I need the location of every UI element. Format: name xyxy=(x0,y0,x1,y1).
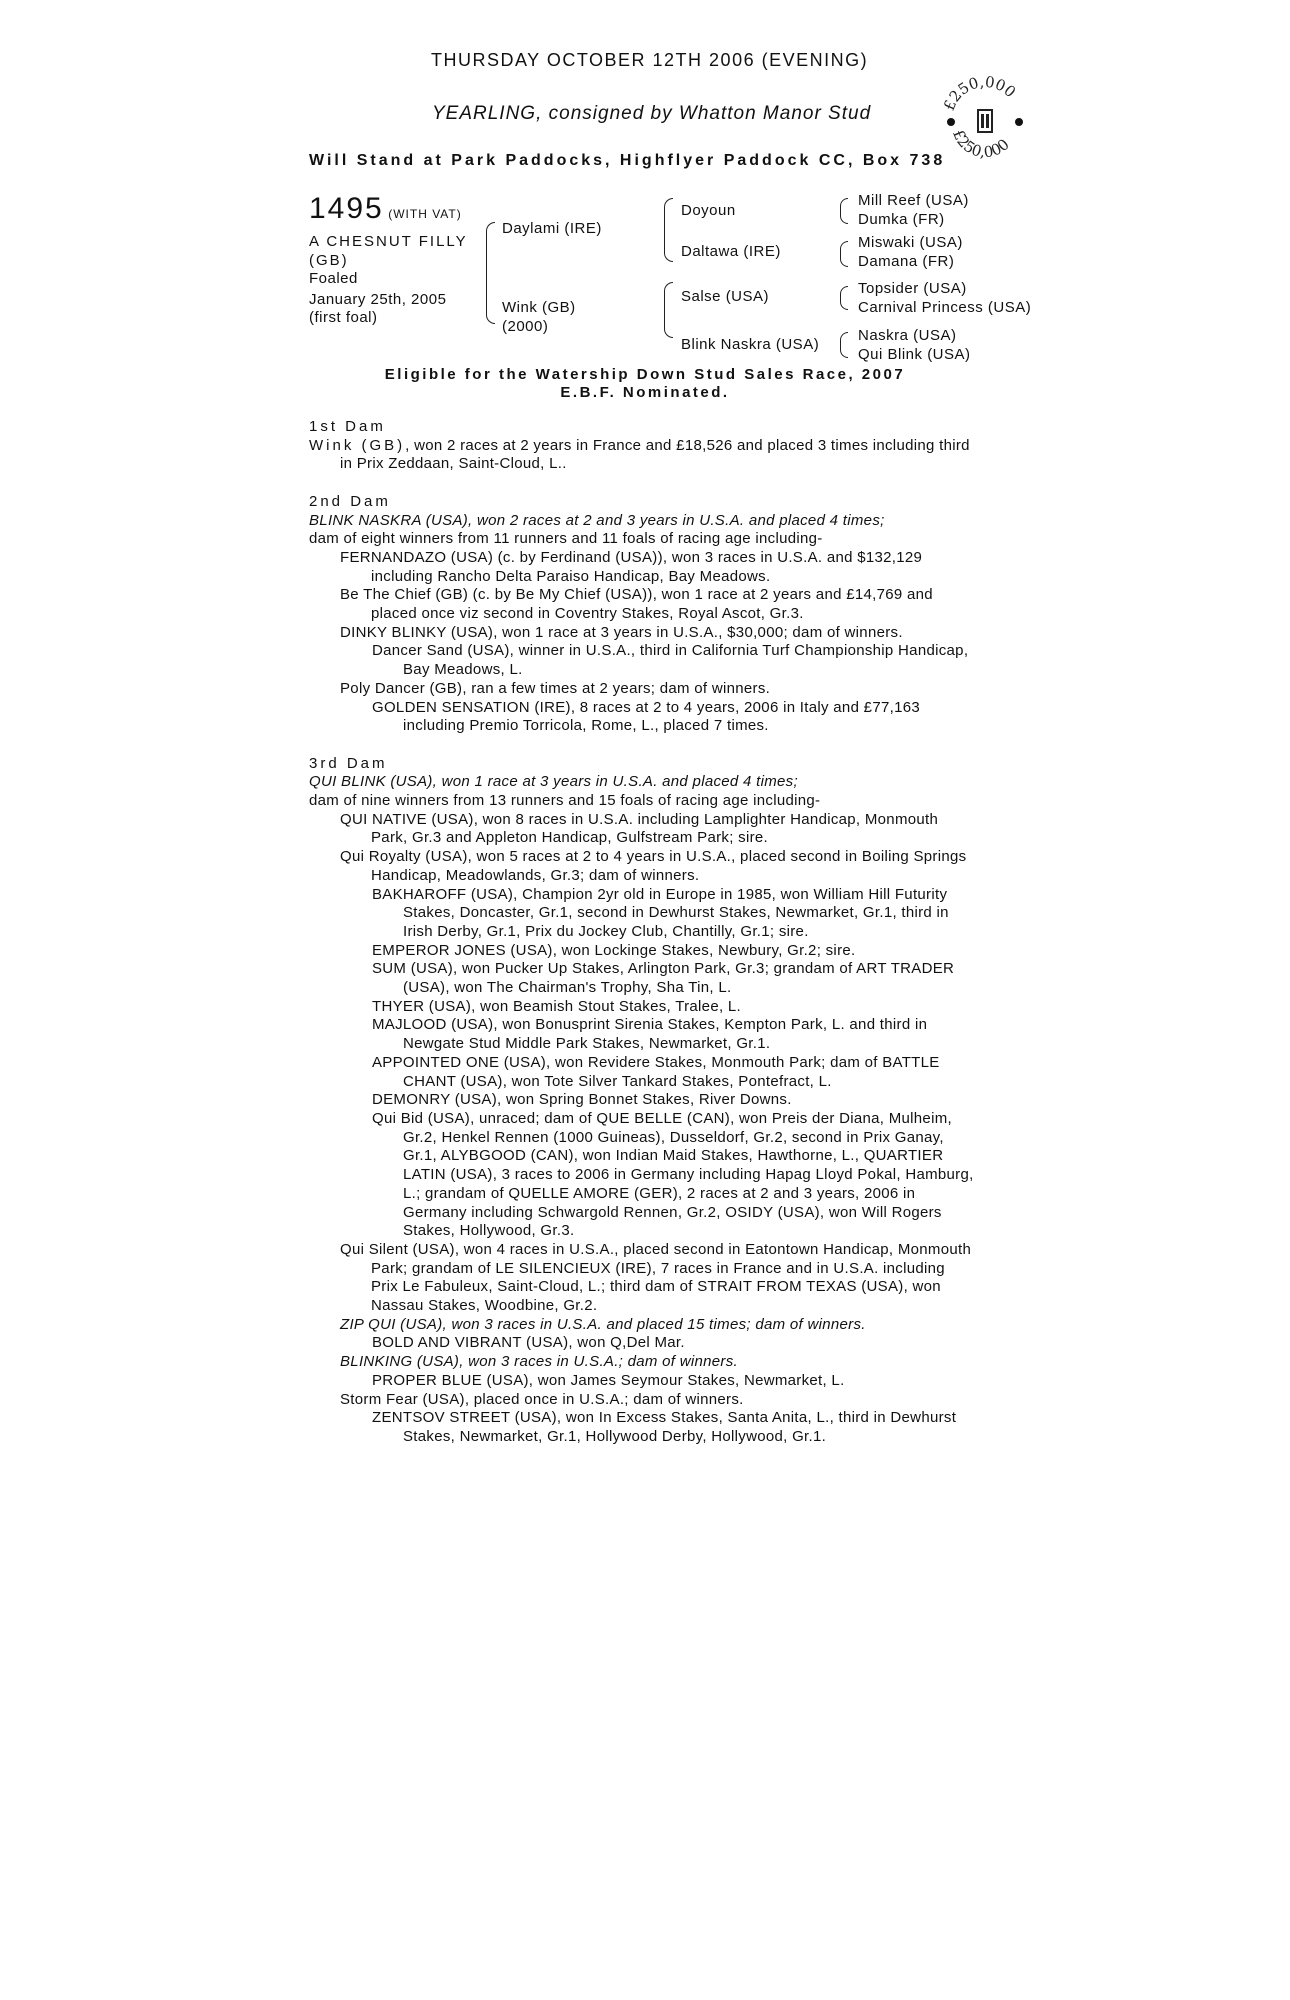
pedigree-sire: Daylami (IRE) xyxy=(502,220,602,237)
second-dam-line: Poly Dancer (GB), ran a few times at 2 years; dam of winners. xyxy=(340,679,771,697)
pedigree-dsd: Carnival Princess (USA) xyxy=(858,299,1032,316)
pedigree-dam: Wink (GB) xyxy=(502,299,576,316)
second-dam-line: dam of eight winners from 11 runners and 11 foals of racing age including- xyxy=(309,530,823,548)
produce-record xyxy=(309,418,974,1447)
lot-number-value: 1495 xyxy=(309,192,384,225)
stamp-text-bottom: £250,000 xyxy=(949,126,1013,162)
third-dam-line: ZENTSOV STREET (USA), won In Excess Stakes, Santa Anita, L., third in Dewhurst Stakes, Newmarket, Gr.1, Hollywood Derby, Hollywood, Gr.1. xyxy=(372,1409,957,1445)
pedigree-dss: Topsider (USA) xyxy=(858,280,967,297)
second-dam-line: FERNANDAZO (USA) (c. by Ferdinand (USA)), won 3 races in U.S.A. and $132,129 including Rancho Delta Paraiso Handicap, Bay Meadows. xyxy=(340,548,923,585)
second-dam-line: Dancer Sand (USA), winner in U.S.A., third in California Turf Championship Handicap, Bay Meadows, L. xyxy=(372,642,969,679)
pedigree-sds: Miswaki (USA) xyxy=(858,234,963,251)
third-dam-line: PROPER BLUE (USA), won James Seymour Stakes, Newmarket, L. xyxy=(372,1371,845,1389)
third-dam-line: Qui Royalty (USA), won 5 races at 2 to 4 years in U.S.A., placed second in Boiling Springs Handicap, Meadowlands, Gr.3; dam of winners. xyxy=(340,848,967,884)
pedigree-brace-ds xyxy=(840,286,848,310)
pedigree-brace-ss xyxy=(840,198,848,224)
pedigree-sire-sire: Doyoun xyxy=(681,202,736,219)
first-dam-text: , won 2 races at 2 years in France and £18,526 and placed 3 times including third in Prix Zeddaan, Saint-Cloud, L.. xyxy=(340,436,970,473)
first-dam-name: Wink (GB) xyxy=(309,436,406,454)
third-dam-line: APPOINTED ONE (USA), won Revidere Stakes, Monmouth Park; dam of BATTLE CHANT (USA), won Tote Silver Tankard Stakes, Pontefract, L. xyxy=(372,1053,940,1090)
third-dam-line: SUM (USA), won Pucker Up Stakes, Arlington Park, Gr.3; grandam of ART TRADER (USA), won The Chairman's Trophy, Sha Tin, L. xyxy=(372,960,955,997)
pedigree-ddd: Qui Blink (USA) xyxy=(858,346,971,363)
first-dam-entry xyxy=(309,437,974,474)
svg-text:£250,000 xyxy=(940,73,1019,113)
foaled-label: Foaled xyxy=(309,270,358,287)
third-dam-line: Qui Bid (USA), unraced; dam of QUE BELLE (CAN), won Preis der Diana, Mulheim, Gr.2, Henkel Rennen (1000 Guineas), Dusseldorf, Gr.2, second in Prix Ganay, Gr.1, ALYBGOOD (CAN), won Indian Maid Stakes, Hawthorne, L., QUARTIER LATIN (USA), 3 races to 2006 in Germany including Hapag Lloyd Pokal, Hamburg, L.; grandam of QUELLE AMORE (GER), 2 races at 2 and 3 years, 2006 in Germany including Schwargold Rennen, Gr.2, OSIDY (USA), won Will Rogers Stakes, Hollywood, Gr.3. xyxy=(372,1109,974,1240)
second-dam-line: GOLDEN SENSATION (IRE), 8 races at 2 to 4 years, 2006 in Italy and £77,163 including Premio Torricola, Rome, L., placed 7 times. xyxy=(372,698,920,735)
pedigree-sire-dam: Daltawa (IRE) xyxy=(681,243,781,260)
third-dam-line: BLINKING (USA), won 3 races in U.S.A.; dam of winners. xyxy=(340,1353,738,1371)
pedigree-brace-dd xyxy=(840,332,848,358)
pedigree-brace-sire xyxy=(664,198,673,262)
pedigree-dds: Naskra (USA) xyxy=(858,327,957,344)
pedigree-dam-sire: Salse (USA) xyxy=(681,288,770,305)
third-dam-line: ZIP QUI (USA), won 3 races in U.S.A. and placed 15 times; dam of winners. xyxy=(340,1315,866,1333)
price-stamp-icon xyxy=(940,62,1030,172)
pedigree-sdd: Damana (FR) xyxy=(858,253,955,270)
third-dam-line: MAJLOOD (USA), won Bonusprint Sirenia Stakes, Kempton Park, L. and third in Newgate Stud Middle Park Stakes, Newmarket, Gr.1. xyxy=(372,1016,928,1053)
third-dam-line: DEMONRY (USA), won Spring Bonnet Stakes, River Downs. xyxy=(372,1091,792,1109)
lot-description: A CHESNUT FILLY xyxy=(309,233,468,250)
first-dam-heading: 1st Dam xyxy=(309,418,386,435)
eligibility-line-1: Eligible for the Watership Down Stud Sales Race, 2007 xyxy=(384,366,906,383)
third-dam-line: Qui Silent (USA), won 4 races in U.S.A., placed second in Eatontown Handicap, Monmouth Park; grandam of LE SILENCIEUX (IRE), 7 races in France and in U.S.A. including Prix Le Fabuleux, Saint-Cloud, L.; third dam of STRAIT FROM TEXAS (USA), won Nassau Stakes, Woodbine, Gr.2. xyxy=(340,1240,972,1315)
second-dam-line: BLINK NASKRA (USA), won 2 races at 2 and 3 years in U.S.A. and placed 4 times; xyxy=(309,511,885,529)
third-dam-heading: 3rd Dam xyxy=(309,754,388,772)
sale-date-line: THURSDAY OCTOBER 12TH 2006 (EVENING) xyxy=(431,50,869,70)
third-dam-line: Storm Fear (USA), placed once in U.S.A.; dam of winners. xyxy=(340,1390,744,1408)
consignor-line: YEARLING, consigned by Whatton Manor Stud xyxy=(432,103,872,124)
pedigree-brace-sd xyxy=(840,241,848,267)
second-dam-heading: 2nd Dam xyxy=(309,492,391,510)
second-dam-line: DINKY BLINKY (USA), won 1 race at 3 years in U.S.A., $30,000; dam of winners. xyxy=(340,623,903,641)
lot-number xyxy=(309,192,462,226)
foaled-date: January 25th, 2005 xyxy=(309,291,447,308)
lot-description-origin: (GB) xyxy=(309,252,349,269)
third-dam-line: THYER (USA), won Beamish Stout Stakes, Tralee, L. xyxy=(372,997,742,1015)
second-dam-line: Be The Chief (GB) (c. by Be My Chief (USA)), won 1 race at 2 years and £14,769 and placed once viz second in Coventry Stakes, Royal Ascot, Gr.3. xyxy=(340,586,933,623)
third-dam-line: BOLD AND VIBRANT (USA), won Q,Del Mar. xyxy=(372,1334,685,1352)
eligibility-line-2: E.B.F. Nominated. xyxy=(560,384,730,401)
stamp-text-top: £250,000 xyxy=(940,72,1020,114)
third-dam-line: QUI NATIVE (USA), won 8 races in U.S.A. including Lamplighter Handicap, Monmouth Park, Gr.3 and Appleton Handicap, Gulfstream Park; sire. xyxy=(340,810,939,847)
pedigree-dam-year: (2000) xyxy=(502,318,549,335)
third-dam-line: dam of nine winners from 13 runners and 15 foals of racing age including- xyxy=(309,792,821,810)
pedigree-brace-main xyxy=(486,222,495,324)
third-dam-line: EMPEROR JONES (USA), won Lockinge Stakes, Newbury, Gr.2; sire. xyxy=(372,941,856,959)
pedigree-ssd: Dumka (FR) xyxy=(858,211,945,228)
pedigree-sss: Mill Reef (USA) xyxy=(858,192,969,209)
pedigree-dam-dam: Blink Naskra (USA) xyxy=(681,336,820,353)
third-dam-line: QUI BLINK (USA), won 1 race at 3 years in U.S.A. and placed 4 times; xyxy=(309,773,798,791)
vat-note: (WITH VAT) xyxy=(388,207,462,221)
pedigree-brace-dam xyxy=(664,282,673,338)
third-dam-line: BAKHAROFF (USA), Champion 2yr old in Europe in 1985, won William Hill Futurity Stakes, Doncaster, Gr.1, second in Dewhurst Stakes, Newmarket, Gr.1, third in Irish Derby, Gr.1, Prix du Jockey Club, Chantilly, Gr.1; sire. xyxy=(372,885,949,940)
first-foal-note: (first foal) xyxy=(309,309,378,326)
stand-location-line: Will Stand at Park Paddocks, Highflyer Paddock CC, Box 738 xyxy=(309,152,946,169)
